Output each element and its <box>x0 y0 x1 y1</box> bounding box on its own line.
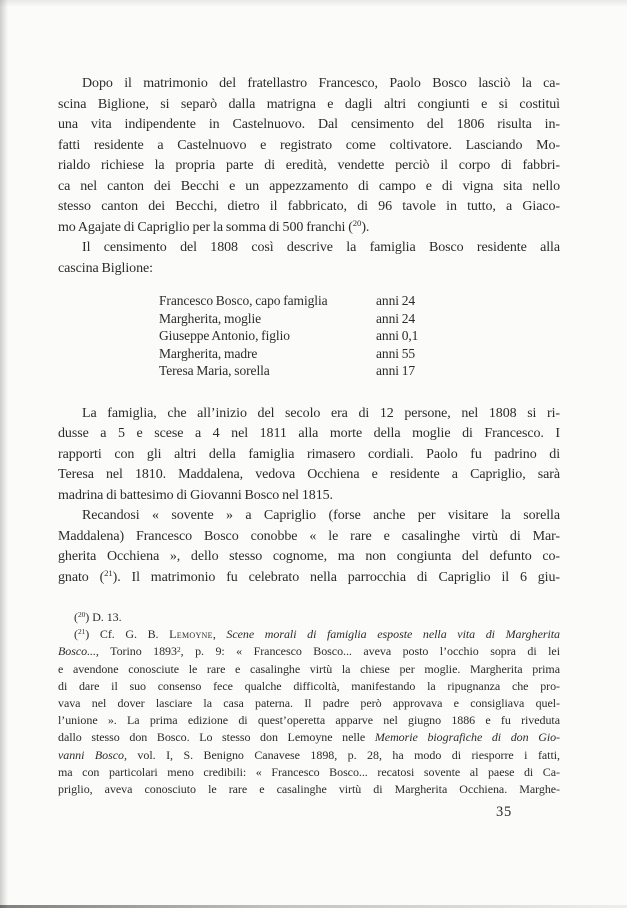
body-paragraphs-bottom <box>58 404 560 589</box>
text-segment: priglio, aveva conosciuto le rare e casalinghe virtù di Margherita Occhiena. Marghe- <box>58 782 560 797</box>
text-segment: ). Il matrimonio fu celebrato nella parrocchia di Capriglio il 6 giu- <box>112 569 560 585</box>
text-segment: Bosco..., <box>58 644 99 659</box>
text-line <box>58 729 560 746</box>
text-segment: ca nel canton dei Becchi e un appezzamento di campo e di vigna sita nello <box>58 178 560 194</box>
text-segment: dallo stesso don Bosco. Lo stesso don Lemoyne nelle <box>58 730 375 745</box>
text-line <box>58 643 560 660</box>
census-row <box>58 292 560 310</box>
page-number: 35 <box>496 804 513 820</box>
text-line <box>58 238 560 259</box>
text-line <box>58 781 560 798</box>
paragraph-2 <box>58 238 560 279</box>
text-line <box>58 259 560 280</box>
text-segment: ) D. 13. <box>85 610 122 624</box>
text-line <box>58 568 560 589</box>
footnote-21 <box>58 626 560 798</box>
text-segment: Il censimento del 1808 così descrive la famiglia Bosco residente alla <box>82 240 560 255</box>
census-person-age: anni 17 <box>376 363 416 378</box>
text-line <box>58 712 560 729</box>
text-segment: Maddalena) Francesco Bosco conobbe « le rare e casalinghe virtù di Mar- <box>58 528 560 544</box>
footnote-marker: 21 <box>77 627 86 637</box>
text-segment: cascina Biglione: <box>58 260 153 276</box>
text-line <box>58 136 560 157</box>
text-segment: Lemoyne <box>169 627 213 642</box>
text-segment: gnato ( <box>58 569 105 585</box>
text-segment: Memorie biografiche di don Gio- <box>374 730 560 745</box>
footnote-marker: 2 <box>176 644 181 654</box>
paragraph-1 <box>58 74 560 238</box>
text-segment: rapporti con gli altri della famiglia rimasero cordiali. Paolo fu padrino di <box>58 446 560 462</box>
text-segment: La famiglia, che all’inizio del secolo era di 12 persone, nel 1808 si ri- <box>82 405 560 421</box>
text-segment: gherita Occhiena », dello stesso cognome, ma non congiunta del defunto co- <box>58 549 560 564</box>
text-segment: ( <box>74 610 78 624</box>
census-person-name: Teresa Maria, sorella <box>159 363 270 378</box>
census-person-name: Giuseppe Antonio, figlio <box>159 328 290 343</box>
text-segment: mo Agajate di Capriglio per la somma di 500 franchi ( <box>58 219 353 235</box>
census-person-name: Margherita, madre <box>159 345 258 361</box>
text-segment: madrina di battesimo di Giovanni Bosco nel 1815. <box>58 487 333 503</box>
footnote-marker: 20 <box>352 218 362 229</box>
paragraph-3 <box>58 404 560 507</box>
text-line <box>58 197 560 218</box>
text-segment: stesso canton dei Becchi, dietro il fabbricato, di 96 tavole in tutto, a Giaco- <box>58 199 560 214</box>
text-line <box>58 177 560 198</box>
text-segment: scina Biglione, si separò dalla matrigna e dagli altri congiunti e si costituì <box>58 96 560 112</box>
text-line <box>58 424 560 445</box>
text-segment: , p. 9: « Francesco Bosco... aveva posto l’occhio sopra di lei <box>180 644 560 659</box>
census-person-age: anni 0,1 <box>376 328 419 343</box>
text-line <box>58 218 560 239</box>
text-segment: Dopo il matrimonio del fratellastro Francesco, Paolo Bosco lasciò la ca- <box>82 76 560 91</box>
census-row <box>58 327 560 345</box>
text-line <box>58 678 560 695</box>
text-segment: e avendone conosciute le rare e casalinghe virtù la chiese per moglie. Margherita prima <box>58 661 560 676</box>
footnote-marker: 21 <box>104 568 113 579</box>
text-segment: , <box>212 627 227 642</box>
footnote-marker: 20 <box>77 610 86 620</box>
text-line <box>58 695 560 712</box>
text-segment: fatti residente a Castelnuovo e registrato come coltivatore. Lasciando Mo- <box>58 137 560 153</box>
text-line <box>58 445 560 466</box>
census-person-name: Francesco Bosco, capo famiglia <box>159 293 328 308</box>
text-segment: ( <box>74 627 78 642</box>
text-line <box>58 506 560 527</box>
footnotes-content <box>58 609 560 798</box>
text-segment: una vita indipendente in Castelnuovo. Dal censimento del 1806 risulta in- <box>58 117 560 132</box>
text-segment: ). <box>361 219 370 235</box>
census-row <box>58 310 560 328</box>
text-segment: Teresa nel 1810. Maddalena, vedova Occhiena e residente a Capriglio, sarà <box>58 467 560 482</box>
text-line <box>58 661 560 678</box>
text-segment: vava nel dover lasciare la casa paterna. Il padre però approvava e consigliava quel- <box>58 696 560 711</box>
text-line <box>58 115 560 136</box>
text-line <box>58 547 560 568</box>
text-segment: Torino 1893 <box>98 644 177 659</box>
text-line <box>58 74 560 95</box>
text-segment: vol. I, S. Benigno Canavese 1898, p. 28, ha modo di riesporre i fatti, <box>126 747 560 762</box>
census-row <box>58 362 560 380</box>
scan-edge-top <box>0 0 627 7</box>
footnotes <box>58 609 560 798</box>
body-text <box>58 74 560 588</box>
footnote-20 <box>58 609 560 626</box>
census-person-name: Margherita, moglie <box>159 310 262 326</box>
census-row <box>58 345 560 363</box>
text-line <box>58 626 560 643</box>
text-segment: ma con particolari meno credibili: « Francesco Bosco... recatosi sovente al paese di Ca- <box>58 764 560 779</box>
text-segment: di dare il suo consenso fece qualche difficoltà, manifestando la ripugnanza che pro- <box>58 678 560 693</box>
text-segment: l’unione ». La prima edizione di quest’operetta apparve nel giugno 1886 e fu riveduta <box>58 713 560 728</box>
census-person-age: anni 24 <box>376 293 416 308</box>
text-segment: vanni Bosco, <box>58 747 127 762</box>
text-line <box>58 747 560 764</box>
scan-edge-left <box>0 0 8 908</box>
text-line <box>58 95 560 116</box>
text-segment: Recandosi « sovente » a Capriglio (forse anche per visitare la sorella <box>82 508 560 523</box>
text-line <box>58 609 560 626</box>
text-line <box>58 764 560 781</box>
text-segment: rialdo richiese la propria parte di eredità, vendette perciò il corpo di fabbri- <box>58 158 560 173</box>
paragraph-4 <box>58 506 560 588</box>
census-list <box>58 292 560 380</box>
text-line <box>58 527 560 548</box>
text-line <box>58 486 560 507</box>
text-segment: dusse a 5 e scese a 4 nel 1811 alla morte della moglie di Francesco. I <box>58 426 560 441</box>
text-segment: Scene morali di famiglia esposte nella vita di Margherita <box>226 627 560 642</box>
text-line <box>58 156 560 177</box>
text-line <box>58 465 560 486</box>
census-person-age: anni 55 <box>376 345 416 361</box>
text-segment: ) Cf. G. B. <box>85 627 170 642</box>
census-person-age: anni 24 <box>376 310 416 326</box>
text-line <box>58 404 560 425</box>
body-paragraphs-top <box>58 74 560 279</box>
